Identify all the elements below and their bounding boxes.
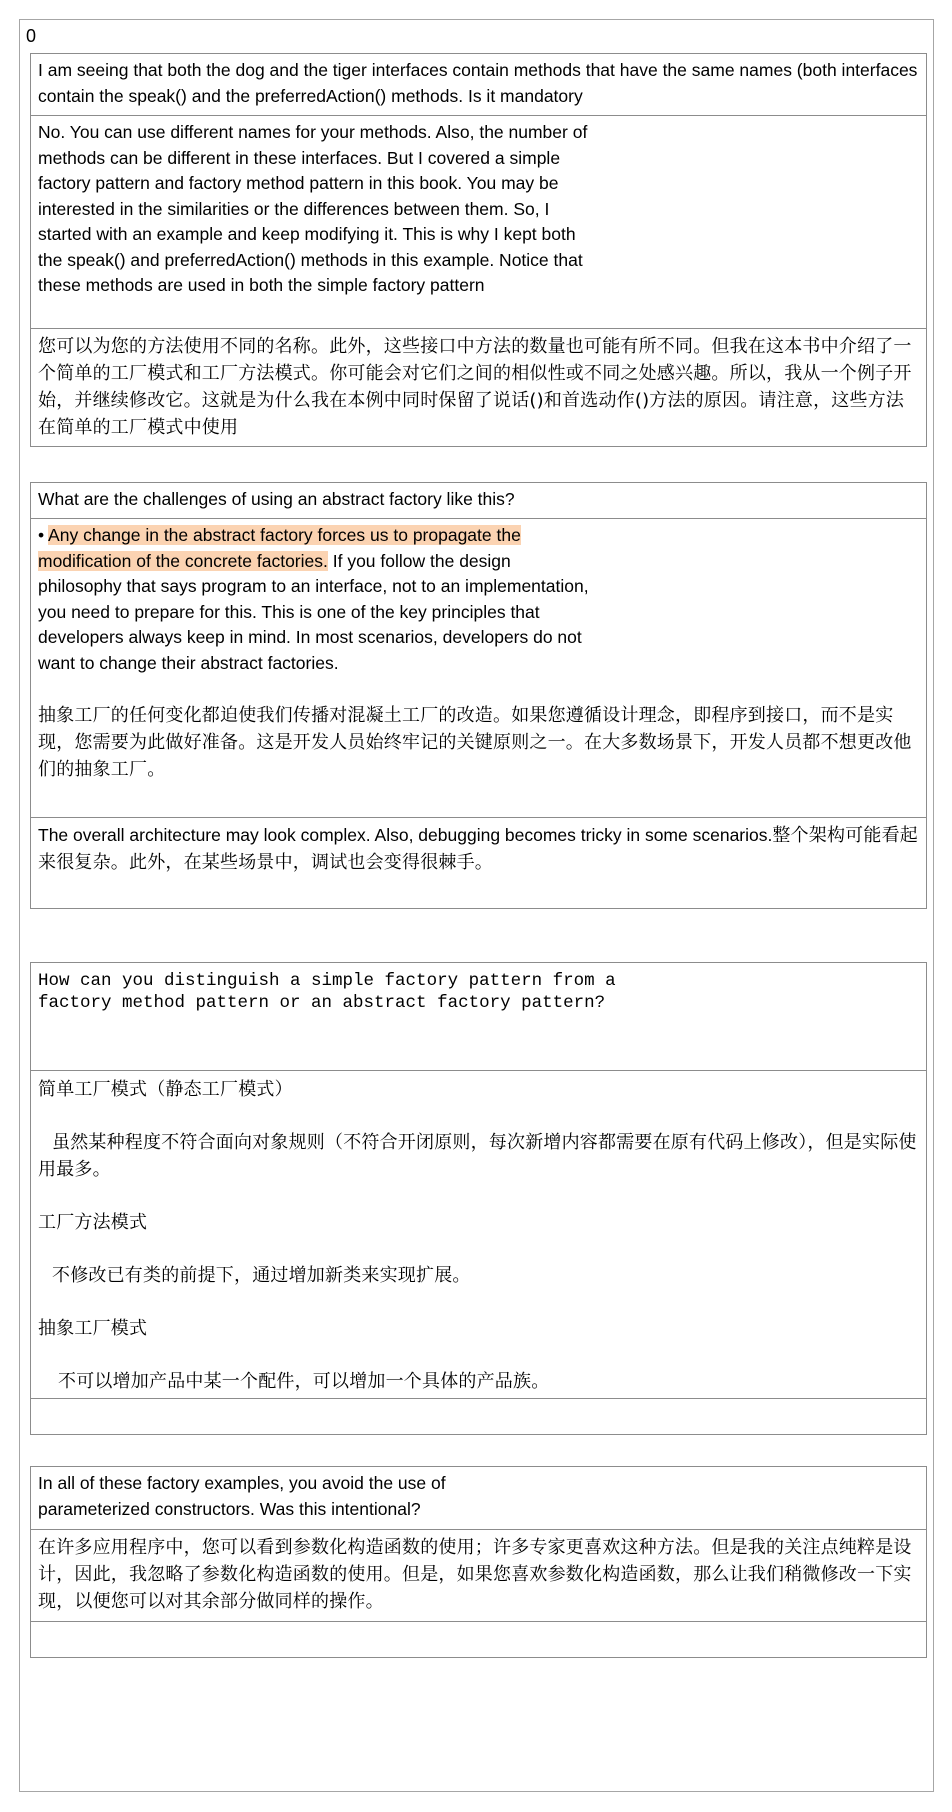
qa-card-1: [30, 53, 927, 447]
answer-zh-cell: [31, 1530, 926, 1622]
answer-en-text: No. You can use different names for your methods. Also, the number of methods can be different in these interfaces. But I covered a simple factory pattern and factory method pattern in this book. You may be interested in the similarities or the differences between them. So, I started with an example and keep modifying it. This is why I kept both the speak() and preferredAction() methods in this example. Notice that these methods are used in both the simple factory pattern: [38, 122, 588, 295]
highlighted-text: Any change in the abstract factory forces us to propagate the modification of the concrete factories.: [38, 525, 521, 571]
page-number: 0: [26, 26, 37, 46]
answer-zh-text: 抽象工厂的任何变化都迫使我们传播对混凝土工厂的改造。如果您遵循设计理念，即程序到接口，而不是实现，您需要为此做好准备。这是开发人员始终牢记的关键原则之一。在大多数场景下，开发人员都不想更改他们的抽象工厂。: [38, 705, 912, 780]
qa-card-3: [30, 962, 927, 1435]
question-text: What are the challenges of using an abstract factory like this?: [38, 489, 515, 509]
empty-cell: [31, 1399, 926, 1434]
question-cell: [31, 963, 926, 1071]
question-cell: [31, 1467, 926, 1530]
simple-factory-title: 简单工厂模式（静态工厂模式）: [38, 1079, 293, 1100]
question-cell: [31, 483, 926, 519]
question-text: How can you distinguish a simple factory pattern from a factory method pattern or an abstract factory pattern?: [38, 971, 616, 1013]
answer-cell: [31, 1071, 926, 1399]
abstract-factory-title: 抽象工厂模式: [38, 1318, 148, 1339]
empty-cell: [31, 1622, 926, 1657]
qa-card-4: [30, 1466, 927, 1658]
answer-zh-text: 您可以为您的方法使用不同的名称。此外，这些接口中方法的数量也可能有所不同。但我在这本书中介绍了一个简单的工厂模式和工厂方法模式。你可能会对它们之间的相似性或不同之处感兴趣。所以，我从一个例子开始，并继续修改它。这就是为什么我在本例中同时保留了说话()和首选动作()方法的原因。请注意，这些方法在简单的工厂模式中使用: [38, 336, 912, 438]
question-text: In all of these factory examples, you avoid the use of parameterized constructors. Was this intentional?: [38, 1473, 446, 1519]
answer-cell: [31, 519, 926, 818]
answer-zh-text: 在许多应用程序中，您可以看到参数化构造函数的使用；许多专家更喜欢这种方法。但是我的关注点纯粹是设计，因此，我忽略了参数化构造函数的使用。但是，如果您喜欢参数化构造函数，那么让我们稍微修改一下实现，以便您可以对其余部分做同样的操作。: [38, 1537, 912, 1612]
note-cell: [31, 818, 926, 908]
qa-card-2: [30, 482, 927, 909]
note-zh-text: 整个架构可能看起来很复杂。此外，在某些场景中，调试也会变得很棘手。: [38, 825, 918, 873]
question-text: I am seeing that both the dog and the tiger interfaces contain methods that have the same names (both interfaces contain the speak() and the preferredAction() methods. Is it mandatory: [38, 60, 918, 106]
answer-zh-cell: [31, 329, 926, 446]
factory-method-title: 工厂方法模式: [38, 1212, 148, 1233]
answer-en-text: If you follow the design philosophy that says program to an interface, not to an implementation, you need to prepare for this. This is one of the key principles that developers always keep in mind. In most scenarios, developers do not want to change their abstract factories.: [38, 550, 589, 673]
answer-en-block: [38, 523, 593, 676]
abstract-factory-desc: 不可以增加产品中某一个配件，可以增加一个具体的产品族。: [58, 1371, 550, 1392]
simple-factory-desc: 虽然某种程度不符合面向对象规则（不符合开闭原则，每次新增内容都需要在原有代码上修改），但是实际使用最多。: [38, 1132, 917, 1180]
factory-method-desc: 不修改已有类的前提下，通过增加新类来实现扩展。: [52, 1265, 471, 1286]
note-en-text: The overall architecture may look complex. Also, debugging becomes tricky in some scenarios.: [38, 825, 773, 845]
question-cell: [31, 54, 926, 116]
bullet-marker: •: [38, 525, 45, 545]
answer-en-cell: [31, 116, 926, 329]
